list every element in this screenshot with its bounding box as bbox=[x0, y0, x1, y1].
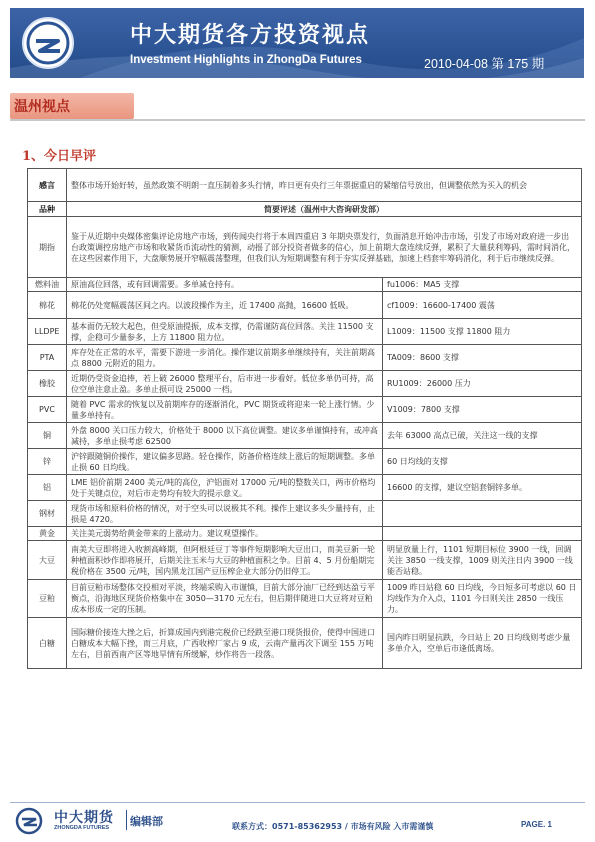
product-support-level: 16600 的支撑，建议空铝套铜锌多单。 bbox=[383, 475, 582, 501]
product-support-level: 60 日均线的支撑 bbox=[383, 449, 582, 475]
section-tab-wenzhou bbox=[10, 93, 134, 119]
header-banner bbox=[10, 8, 584, 78]
table-row bbox=[28, 217, 582, 278]
sentiment-label: 感言 bbox=[28, 169, 67, 202]
table-row bbox=[28, 527, 582, 541]
product-support-level: 明显放量上行，1101 短期目标位 3900 一线，回调关注 3850 一线支撑，1009 则关注日内 3900 一线能否站稳。 bbox=[383, 541, 582, 580]
product-comment: 库存处在正常的水平，需要下游进一步消化。操作建议前期多单继续持有，关注前期高点 8800 元附近的阻力。 bbox=[67, 345, 383, 371]
table-row bbox=[28, 371, 582, 397]
page-title: 中大期货各方投资视点 bbox=[130, 23, 371, 48]
product-name: 橡胶 bbox=[28, 371, 67, 397]
footer-logo-icon bbox=[14, 806, 48, 836]
table-row bbox=[28, 618, 582, 669]
product-comment: 原油高位回落，或有回调需要。多单减仓持有。 bbox=[67, 278, 383, 292]
product-name: 黄金 bbox=[28, 527, 67, 541]
product-name: 铝 bbox=[28, 475, 67, 501]
product-name: 大豆 bbox=[28, 541, 67, 580]
product-name: 锌 bbox=[28, 449, 67, 475]
col-header-product: 品种 bbox=[28, 202, 67, 217]
footer-page-number: PAGE. 1 bbox=[521, 820, 552, 829]
product-support-level: fu1006：MA5 支撑 bbox=[383, 278, 582, 292]
footer-contact: 联系方式：0571-85362953 / 市场有风险 入市需谨慎 bbox=[232, 822, 434, 831]
product-comment: 随着 PVC 需求的恢复以及前期库存的逐渐消化，PVC 期货或将迎来一轮上涨行情。少量多单持有。 bbox=[67, 397, 383, 423]
product-name: 白糖 bbox=[28, 618, 67, 669]
product-name: 钢材 bbox=[28, 501, 67, 527]
sentiment-row bbox=[28, 169, 582, 202]
product-name: 燃料油 bbox=[28, 278, 67, 292]
table-row bbox=[28, 345, 582, 371]
product-comment: 南美大豆即将进入收割高峰期，但阿根廷豆丁等事件短期影响大豆出口，而美豆新一轮种植面积炒作即将展开，后期关注玉米与大豆的种植面积之争。目前 4、5 月份船期完税价格在 3500 元/吨，国内黑龙江国产豆压榨企业大部分仍旧停工。 bbox=[67, 541, 383, 580]
product-comment: 国际糖价接连大挫之后，折算成国内到港完税价已经跌至港口现货报价，使得中国进口白糖成本大幅下挫，而三月底，广西收榨厂家占 9 成，云南产量再次下调至 155 万吨左右，目前西南产区等地旱情有所缓解，炒作将告一段落。 bbox=[67, 618, 383, 669]
footer-company-name: 中大期货 bbox=[54, 810, 114, 826]
product-comment: 外盘 8000 关口压力较大，价格处于 8000 以下高位调整。建议多单谨慎持有，或冲高减持，多单止损考虑 62500 bbox=[67, 423, 383, 449]
page-subtitle: Investment Highlights in ZhongDa Futures bbox=[130, 54, 362, 66]
footer-company-en: ZHONGDA FUTURES bbox=[54, 825, 110, 831]
product-name: LLDPE bbox=[28, 319, 67, 345]
product-support-level: 去年 63000 高点已破，关注这一线的支撑 bbox=[383, 423, 582, 449]
product-support-level: V1009：7800 支撑 bbox=[383, 397, 582, 423]
product-name: 豆粕 bbox=[28, 580, 67, 618]
table-row bbox=[28, 541, 582, 580]
product-comment: 棉花仍处宽幅震荡区间之内。以波段操作为主，近 17400 高抛，16600 低吸。 bbox=[67, 292, 383, 319]
product-name: PTA bbox=[28, 345, 67, 371]
product-support-level: TA009：8600 支撑 bbox=[383, 345, 582, 371]
table-header-row bbox=[28, 202, 582, 217]
product-comment: 沪锌跟随铜价操作，建议偏多思路。轻仓操作，防备价格连续上涨后的短期调整。多单止损 60 日均线。 bbox=[67, 449, 383, 475]
product-support-level: RU1009：26000 压力 bbox=[383, 371, 582, 397]
table-row bbox=[28, 292, 582, 319]
col-header-comment: 简要评述（温州中大咨询研发部） bbox=[67, 202, 582, 217]
product-comment: 关注美元弱势给黄金带来的上涨动力。建议观望操作。 bbox=[67, 527, 383, 541]
table-row bbox=[28, 501, 582, 527]
section-heading: 1、今日早评 bbox=[22, 149, 97, 164]
table-row bbox=[28, 475, 582, 501]
product-support-level bbox=[383, 527, 582, 541]
table-row bbox=[28, 397, 582, 423]
product-support-level bbox=[383, 501, 582, 527]
issue-date: 2010-04-08 第 175 期 bbox=[424, 57, 545, 71]
product-comment: 鉴于从近期中央媒体密集评论房地产市场，到传闻央行将于本周四重启 3 年期央票发行，负面消息开始冲击市场，引发了市场对政府进一步出台政策调控房地产市场和收紧货币流动性的猜测，动摇了部分投资者做多的信心，加上前期大盘连续反弹，累积了大量获利筹码，需时间消化，在这些因素作用下，大盘顺势展开窄幅震荡整理，但我们认为短期调整有利于夯实反弹基础，加速上档套牢筹码消化，利于后市继续反弹。 bbox=[67, 217, 582, 278]
section-tab-label: 温州视点 bbox=[14, 99, 70, 115]
product-support-level: cf1009：16600-17400 震荡 bbox=[383, 292, 582, 319]
product-comment: LME 铝价前期 2400 美元/吨的高位，沪铝面对 17000 元/吨的整数关口，两市价格均处于关键点位，对后市走势均有较大的提示意义。 bbox=[67, 475, 383, 501]
product-comment: 现货市场和原料价格的情况，对于空头可以说极其不利。操作上建议多头少量持有，止损是 4720。 bbox=[67, 501, 383, 527]
product-name: 期指 bbox=[28, 217, 67, 278]
product-comment: 近期仍受资金追捧，若上破 26000 整理平台，后市进一步看好。低位多单仍可持，高位空单注意止盈。多单止损可设 25000 一档。 bbox=[67, 371, 383, 397]
product-support-level: 1009 昨日站稳 60 日均线，今日短多可考虑以 60 日均线作为介入点，1101 今日则关注 2850 一线压力。 bbox=[383, 580, 582, 618]
sentiment-text: 整体市场开始好转，虽然政策不明朗一直压制着多头行情，昨日更有央行三年票据重启的紧缩信号放出，但调整依然为买入的机会 bbox=[67, 169, 582, 202]
product-name: PVC bbox=[28, 397, 67, 423]
product-comment: 目前豆粕市场整体交投相对平淡，终端采购入市谨慎，目前大部分油厂已经到达盈亏平衡点，沿海地区现货价格集中在 3050—3170 元左右，但后期伴随进口大豆将对豆粕成本形成一定的压制。 bbox=[67, 580, 383, 618]
table-row bbox=[28, 449, 582, 475]
product-name: 棉花 bbox=[28, 292, 67, 319]
section-divider bbox=[10, 119, 585, 121]
product-name: 铜 bbox=[28, 423, 67, 449]
table-row bbox=[28, 278, 582, 292]
footer-dept: 编辑部 bbox=[130, 815, 163, 828]
table-row bbox=[28, 319, 582, 345]
product-support-level: 国内昨日明显抗跌，今日站上 20 日均线则考虑少量多单介入，空单后市逢低离场。 bbox=[383, 618, 582, 669]
footer-vertical-divider bbox=[126, 810, 127, 830]
morning-review-table bbox=[27, 168, 582, 669]
product-comment: 基本面仍无较大起色，但受原油提振，成本支撑，仍需谨防高位回落。关注 11500 支撑，企稳可少量参多，上方 11800 阻力位。 bbox=[67, 319, 383, 345]
table-row bbox=[28, 423, 582, 449]
company-logo bbox=[22, 17, 74, 69]
table-row bbox=[28, 580, 582, 618]
footer-divider bbox=[10, 802, 585, 803]
product-support-level: L1009：11500 支撑 11800 阻力 bbox=[383, 319, 582, 345]
